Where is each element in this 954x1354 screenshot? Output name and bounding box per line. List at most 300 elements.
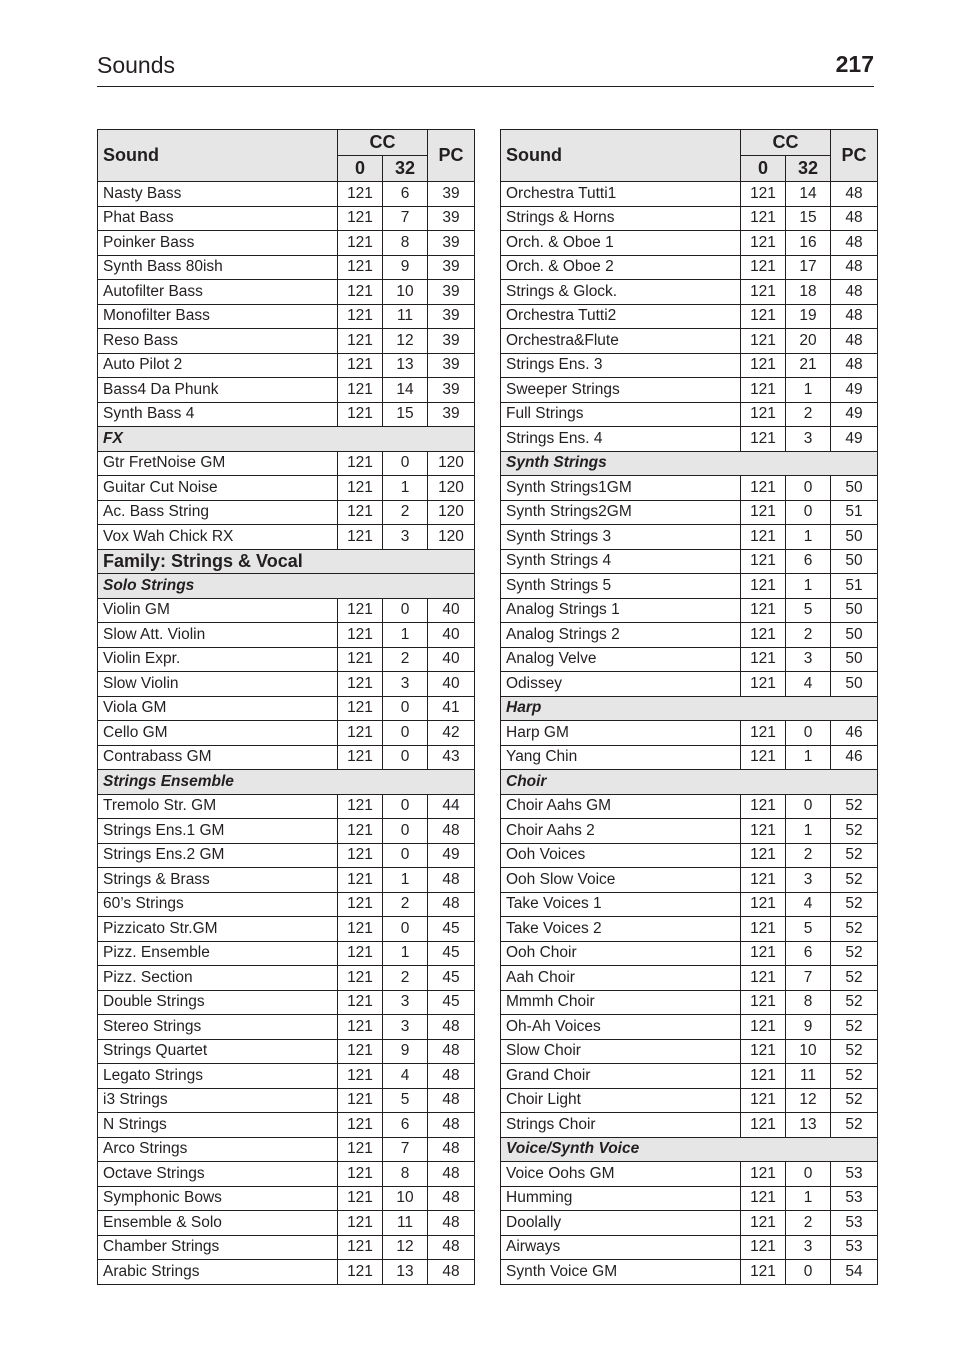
table-row: [501, 1162, 878, 1187]
cc0-cell: 121: [741, 329, 786, 354]
cc32-cell: 9: [786, 1015, 831, 1040]
sound-name-cell: Double Strings: [98, 990, 338, 1015]
pc-cell: 39: [428, 402, 475, 427]
cc32-cell: 14: [786, 182, 831, 207]
header-cc: CC: [338, 130, 428, 156]
cc0-cell: 121: [741, 500, 786, 525]
pc-cell: 48: [831, 231, 878, 256]
pc-cell: 42: [428, 721, 475, 746]
table-row: [98, 451, 475, 476]
pc-cell: 46: [831, 745, 878, 770]
cc0-cell: 121: [741, 819, 786, 844]
table-row: [98, 280, 475, 305]
category-label: Solo Strings: [98, 574, 475, 599]
header-cc: CC: [741, 130, 831, 156]
sound-name-cell: Mmmh Choir: [501, 990, 741, 1015]
table-row: [98, 1039, 475, 1064]
cc0-cell: 121: [741, 476, 786, 501]
category-header-row: [98, 770, 475, 795]
cc0-cell: 121: [338, 868, 383, 893]
table-row: [501, 574, 878, 599]
sound-name-cell: Nasty Bass: [98, 182, 338, 207]
cc0-cell: 121: [338, 941, 383, 966]
table-row: [501, 353, 878, 378]
table-row: [501, 892, 878, 917]
header-sound: Sound: [501, 130, 741, 182]
table-row: [98, 1162, 475, 1187]
pc-cell: 45: [428, 966, 475, 991]
pc-cell: 52: [831, 1015, 878, 1040]
pc-cell: 45: [428, 917, 475, 942]
table-body: [98, 182, 475, 1285]
cc0-cell: 121: [741, 574, 786, 599]
table-row: [501, 1064, 878, 1089]
sound-name-cell: Slow Violin: [98, 672, 338, 697]
table-row: [501, 1039, 878, 1064]
cc0-cell: 121: [338, 280, 383, 305]
pc-cell: 39: [428, 255, 475, 280]
table-row: [98, 623, 475, 648]
table-header: [501, 130, 878, 182]
table-row: [501, 549, 878, 574]
table-row: [501, 941, 878, 966]
pc-cell: 49: [831, 378, 878, 403]
sound-name-cell: Octave Strings: [98, 1162, 338, 1187]
cc32-cell: 1: [383, 941, 428, 966]
sound-name-cell: Synth Strings2GM: [501, 500, 741, 525]
sound-name-cell: Monofilter Bass: [98, 304, 338, 329]
pc-cell: 50: [831, 476, 878, 501]
pc-cell: 39: [428, 329, 475, 354]
cc32-cell: 17: [786, 255, 831, 280]
sound-name-cell: Strings Ens. 4: [501, 427, 741, 452]
sound-name-cell: Synth Strings 3: [501, 525, 741, 550]
header-cc32: 32: [786, 156, 831, 182]
cc0-cell: 121: [741, 966, 786, 991]
sound-name-cell: 60’s Strings: [98, 892, 338, 917]
cc32-cell: 14: [383, 378, 428, 403]
table-row: [98, 1211, 475, 1236]
cc32-cell: 9: [383, 1039, 428, 1064]
cc32-cell: 20: [786, 329, 831, 354]
sound-name-cell: Arco Strings: [98, 1137, 338, 1162]
cc0-cell: 121: [338, 966, 383, 991]
table-row: [98, 329, 475, 354]
sound-name-cell: Harp GM: [501, 721, 741, 746]
table-row: [98, 745, 475, 770]
pc-cell: 49: [831, 402, 878, 427]
sound-name-cell: Strings Ens.2 GM: [98, 843, 338, 868]
table-row: [501, 745, 878, 770]
pc-cell: 40: [428, 598, 475, 623]
cc32-cell: 2: [383, 966, 428, 991]
category-header-row: [501, 696, 878, 721]
category-label: FX: [98, 427, 475, 452]
pc-cell: 52: [831, 990, 878, 1015]
cc0-cell: 121: [741, 402, 786, 427]
cc32-cell: 0: [383, 451, 428, 476]
cc0-cell: 121: [338, 476, 383, 501]
pc-cell: 48: [831, 329, 878, 354]
sound-name-cell: Strings Ens. 3: [501, 353, 741, 378]
cc0-cell: 121: [741, 304, 786, 329]
category-header-row: [501, 451, 878, 476]
pc-cell: 48: [831, 353, 878, 378]
cc32-cell: 5: [786, 917, 831, 942]
pc-cell: 39: [428, 231, 475, 256]
sound-name-cell: Synth Strings 4: [501, 549, 741, 574]
pc-cell: 40: [428, 647, 475, 672]
sounds-table-right: [500, 129, 878, 1285]
table-row: [501, 378, 878, 403]
cc32-cell: 1: [383, 868, 428, 893]
pc-cell: 52: [831, 794, 878, 819]
cc32-cell: 5: [383, 1088, 428, 1113]
cc0-cell: 121: [338, 304, 383, 329]
pc-cell: 52: [831, 868, 878, 893]
cc32-cell: 0: [383, 721, 428, 746]
cc32-cell: 21: [786, 353, 831, 378]
table-row: [98, 1088, 475, 1113]
cc0-cell: 121: [741, 1186, 786, 1211]
sound-name-cell: Violin GM: [98, 598, 338, 623]
table-row: [98, 206, 475, 231]
sound-name-cell: Stereo Strings: [98, 1015, 338, 1040]
header-cc0: 0: [338, 156, 383, 182]
pc-cell: 40: [428, 672, 475, 697]
cc32-cell: 6: [383, 182, 428, 207]
pc-cell: 49: [831, 427, 878, 452]
table-row: [98, 476, 475, 501]
sound-name-cell: Synth Bass 80ish: [98, 255, 338, 280]
table-row: [501, 255, 878, 280]
sound-name-cell: Strings & Horns: [501, 206, 741, 231]
pc-cell: 48: [831, 280, 878, 305]
pc-cell: 52: [831, 1039, 878, 1064]
table-row: [98, 941, 475, 966]
cc0-cell: 121: [338, 525, 383, 550]
table-row: [501, 623, 878, 648]
cc0-cell: 121: [338, 1064, 383, 1089]
sound-name-cell: Orch. & Oboe 1: [501, 231, 741, 256]
sound-name-cell: Autofilter Bass: [98, 280, 338, 305]
table-row: [501, 672, 878, 697]
table-row: [501, 647, 878, 672]
pc-cell: 46: [831, 721, 878, 746]
cc32-cell: 10: [383, 1186, 428, 1211]
cc0-cell: 121: [741, 280, 786, 305]
cc0-cell: 121: [338, 1137, 383, 1162]
cc0-cell: 121: [338, 378, 383, 403]
table-row: [501, 231, 878, 256]
table-row: [98, 892, 475, 917]
sound-name-cell: Orch. & Oboe 2: [501, 255, 741, 280]
cc0-cell: 121: [338, 182, 383, 207]
cc32-cell: 10: [383, 280, 428, 305]
table-row: [501, 304, 878, 329]
table-row: [98, 353, 475, 378]
table-row: [501, 1113, 878, 1138]
sound-name-cell: Doolally: [501, 1211, 741, 1236]
cc32-cell: 2: [786, 1211, 831, 1236]
cc0-cell: 121: [741, 378, 786, 403]
cc0-cell: 121: [741, 843, 786, 868]
sound-name-cell: Ooh Slow Voice: [501, 868, 741, 893]
header-cc32: 32: [383, 156, 428, 182]
table-row: [501, 206, 878, 231]
sound-name-cell: Analog Strings 2: [501, 623, 741, 648]
sound-name-cell: Grand Choir: [501, 1064, 741, 1089]
cc32-cell: 0: [383, 843, 428, 868]
sound-name-cell: Tremolo Str. GM: [98, 794, 338, 819]
cc32-cell: 16: [786, 231, 831, 256]
table-row: [501, 525, 878, 550]
cc32-cell: 3: [383, 1015, 428, 1040]
table-row: [98, 917, 475, 942]
pc-cell: 120: [428, 451, 475, 476]
page-number: 217: [835, 51, 874, 77]
cc32-cell: 0: [786, 1260, 831, 1285]
cc32-cell: 0: [383, 794, 428, 819]
cc32-cell: 11: [383, 1211, 428, 1236]
pc-cell: 39: [428, 206, 475, 231]
sound-name-cell: Choir Aahs 2: [501, 819, 741, 844]
table-row: [501, 598, 878, 623]
sound-name-cell: Take Voices 2: [501, 917, 741, 942]
pc-cell: 48: [428, 1113, 475, 1138]
pc-cell: 52: [831, 917, 878, 942]
cc0-cell: 121: [338, 794, 383, 819]
cc0-cell: 121: [741, 1015, 786, 1040]
sound-name-cell: Humming: [501, 1186, 741, 1211]
cc0-cell: 121: [338, 819, 383, 844]
cc32-cell: 0: [786, 1162, 831, 1187]
family-label: Family: Strings & Vocal: [98, 549, 475, 574]
sound-name-cell: Orchestra Tutti1: [501, 182, 741, 207]
table-row: [501, 1235, 878, 1260]
family-header-row: [98, 549, 475, 574]
sound-name-cell: Gtr FretNoise GM: [98, 451, 338, 476]
cc32-cell: 6: [786, 941, 831, 966]
cc32-cell: 11: [383, 304, 428, 329]
sound-name-cell: Synth Voice GM: [501, 1260, 741, 1285]
table-row: [98, 231, 475, 256]
table-row: [98, 990, 475, 1015]
table-row: [98, 843, 475, 868]
cc0-cell: 121: [338, 745, 383, 770]
pc-cell: 48: [428, 892, 475, 917]
table-row: [98, 525, 475, 550]
cc32-cell: 13: [383, 353, 428, 378]
pc-cell: 50: [831, 623, 878, 648]
cc0-cell: 121: [741, 672, 786, 697]
sound-name-cell: Phat Bass: [98, 206, 338, 231]
table-row: [98, 378, 475, 403]
pc-cell: 50: [831, 598, 878, 623]
pc-cell: 48: [428, 1260, 475, 1285]
cc0-cell: 121: [741, 917, 786, 942]
pc-cell: 48: [428, 1039, 475, 1064]
cc0-cell: 121: [741, 206, 786, 231]
cc0-cell: 121: [338, 598, 383, 623]
sound-name-cell: Orchestra&Flute: [501, 329, 741, 354]
pc-cell: 48: [428, 1064, 475, 1089]
cc32-cell: 2: [383, 892, 428, 917]
cc32-cell: 19: [786, 304, 831, 329]
cc32-cell: 4: [383, 1064, 428, 1089]
cc0-cell: 121: [741, 623, 786, 648]
pc-cell: 39: [428, 378, 475, 403]
category-label: Strings Ensemble: [98, 770, 475, 795]
cc32-cell: 1: [786, 819, 831, 844]
table-row: [501, 868, 878, 893]
table-row: [98, 819, 475, 844]
cc0-cell: 121: [338, 672, 383, 697]
cc0-cell: 121: [338, 1113, 383, 1138]
cc32-cell: 9: [383, 255, 428, 280]
sound-name-cell: Guitar Cut Noise: [98, 476, 338, 501]
table-row: [501, 280, 878, 305]
cc32-cell: 10: [786, 1039, 831, 1064]
cc32-cell: 3: [786, 427, 831, 452]
sounds-table-left: [97, 129, 475, 1285]
cc32-cell: 0: [383, 745, 428, 770]
sound-name-cell: Choir Light: [501, 1088, 741, 1113]
table-row: [98, 1113, 475, 1138]
sound-name-cell: Cello GM: [98, 721, 338, 746]
cc0-cell: 121: [741, 353, 786, 378]
category-label: Synth Strings: [501, 451, 878, 476]
table-row: [98, 721, 475, 746]
header-cc0: 0: [741, 156, 786, 182]
sound-name-cell: Ensemble & Solo: [98, 1211, 338, 1236]
cc32-cell: 0: [383, 819, 428, 844]
table-row: [501, 402, 878, 427]
sound-name-cell: Strings & Brass: [98, 868, 338, 893]
cc0-cell: 121: [741, 255, 786, 280]
cc0-cell: 121: [338, 917, 383, 942]
pc-cell: 39: [428, 280, 475, 305]
table-row: [98, 696, 475, 721]
pc-cell: 39: [428, 182, 475, 207]
cc32-cell: 2: [383, 500, 428, 525]
pc-cell: 120: [428, 500, 475, 525]
table-row: [501, 329, 878, 354]
category-header-row: [98, 574, 475, 599]
pc-cell: 53: [831, 1186, 878, 1211]
sound-name-cell: Sweeper Strings: [501, 378, 741, 403]
cc32-cell: 1: [786, 378, 831, 403]
pc-cell: 48: [428, 868, 475, 893]
cc32-cell: 3: [786, 1235, 831, 1260]
cc32-cell: 8: [383, 231, 428, 256]
pc-cell: 53: [831, 1162, 878, 1187]
cc0-cell: 121: [741, 1113, 786, 1138]
cc0-cell: 121: [338, 843, 383, 868]
cc0-cell: 121: [338, 696, 383, 721]
pc-cell: 120: [428, 525, 475, 550]
table-row: [98, 598, 475, 623]
table-row: [501, 819, 878, 844]
cc32-cell: 1: [786, 574, 831, 599]
sound-name-cell: Strings Choir: [501, 1113, 741, 1138]
sound-name-cell: Voice Oohs GM: [501, 1162, 741, 1187]
table-row: [501, 1260, 878, 1285]
sound-name-cell: Pizz. Ensemble: [98, 941, 338, 966]
table-row: [98, 182, 475, 207]
sound-name-cell: Orchestra Tutti2: [501, 304, 741, 329]
sound-name-cell: Synth Bass 4: [98, 402, 338, 427]
table-row: [501, 1088, 878, 1113]
table-row: [98, 1015, 475, 1040]
sound-name-cell: Ooh Voices: [501, 843, 741, 868]
cc32-cell: 1: [383, 476, 428, 501]
cc32-cell: 18: [786, 280, 831, 305]
pc-cell: 53: [831, 1211, 878, 1236]
pc-cell: 51: [831, 500, 878, 525]
cc32-cell: 0: [786, 476, 831, 501]
pc-cell: 48: [428, 1162, 475, 1187]
cc0-cell: 121: [741, 1260, 786, 1285]
cc0-cell: 121: [338, 721, 383, 746]
cc0-cell: 121: [741, 941, 786, 966]
pc-cell: 52: [831, 892, 878, 917]
cc32-cell: 7: [383, 1137, 428, 1162]
sound-name-cell: Violin Expr.: [98, 647, 338, 672]
cc0-cell: 121: [741, 1039, 786, 1064]
cc0-cell: 121: [741, 1211, 786, 1236]
pc-cell: 52: [831, 966, 878, 991]
pc-cell: 52: [831, 1088, 878, 1113]
cc32-cell: 8: [383, 1162, 428, 1187]
sound-name-cell: Chamber Strings: [98, 1235, 338, 1260]
table-header: [98, 130, 475, 182]
cc32-cell: 0: [786, 500, 831, 525]
header-sound: Sound: [98, 130, 338, 182]
cc32-cell: 3: [383, 672, 428, 697]
sound-name-cell: Strings & Glock.: [501, 280, 741, 305]
cc0-cell: 121: [338, 623, 383, 648]
cc0-cell: 121: [338, 1162, 383, 1187]
sound-name-cell: Ooh Choir: [501, 941, 741, 966]
sound-name-cell: Pizz. Section: [98, 966, 338, 991]
pc-cell: 41: [428, 696, 475, 721]
table-row: [501, 721, 878, 746]
cc0-cell: 121: [338, 892, 383, 917]
pc-cell: 48: [428, 1088, 475, 1113]
table-row: [501, 966, 878, 991]
table-row: [501, 476, 878, 501]
cc0-cell: 121: [741, 427, 786, 452]
sound-name-cell: Legato Strings: [98, 1064, 338, 1089]
table-row: [501, 794, 878, 819]
table-row: [501, 1015, 878, 1040]
table-row: [501, 427, 878, 452]
cc32-cell: 4: [786, 672, 831, 697]
cc0-cell: 121: [741, 892, 786, 917]
cc0-cell: 121: [741, 1064, 786, 1089]
cc32-cell: 0: [786, 794, 831, 819]
cc32-cell: 2: [786, 623, 831, 648]
cc32-cell: 3: [786, 647, 831, 672]
page-header: [97, 50, 874, 87]
table-row: [98, 255, 475, 280]
pc-cell: 48: [831, 182, 878, 207]
pc-cell: 52: [831, 1064, 878, 1089]
table-row: [98, 794, 475, 819]
cc32-cell: 6: [383, 1113, 428, 1138]
sound-name-cell: Take Voices 1: [501, 892, 741, 917]
